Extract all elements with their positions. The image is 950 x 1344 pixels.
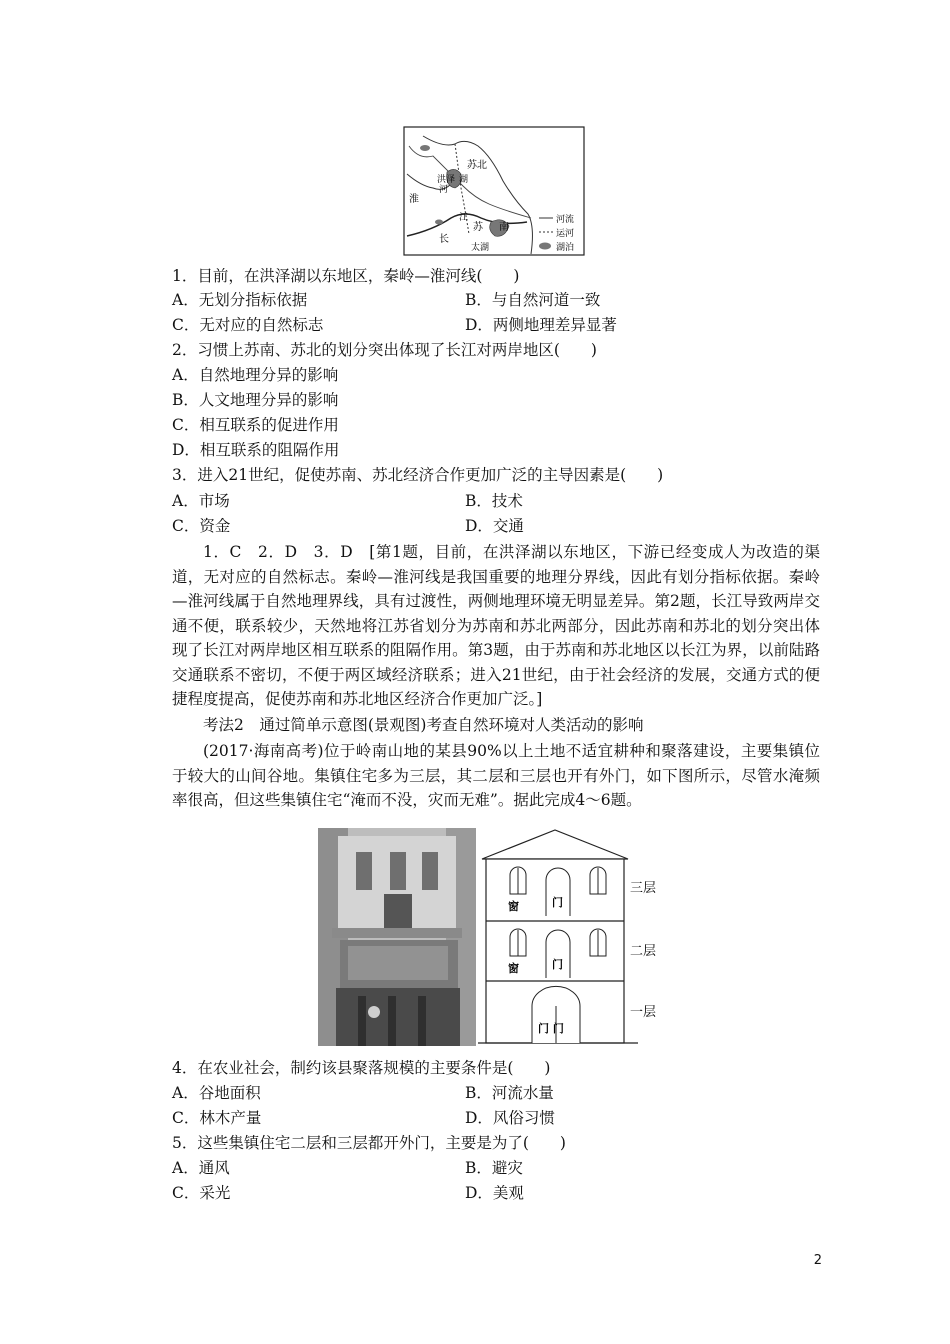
map-label-subei: 苏北: [467, 160, 487, 171]
map-label-su: 苏: [473, 222, 483, 233]
q5-option-a: A．通风: [172, 1159, 230, 1177]
window-label-3: 窗: [508, 900, 519, 913]
map-label-he: 河: [439, 185, 449, 195]
map-label-jiang: 江: [459, 213, 469, 223]
q3-option-c: C．资金: [172, 517, 231, 535]
q5-option-c: C．采光: [172, 1184, 231, 1202]
map-label-nan: 南: [499, 222, 509, 233]
floor-3-label: 三层: [630, 881, 657, 896]
intro-4-6: (2017·海南高考)位于岭南山地的某县90%以上土地不适宜耕种和聚落建设，主要集镇位于较大的山间谷地。集镇住宅多为三层，其二层和三层也开有外门，如下图所示，尽管水淹频率很高，但这些集镇住宅“淹而不没，灾而无难”。据此完成4～6题。: [172, 742, 820, 809]
q2-stem: 2．习惯上苏南、苏北的划分突出体现了长江对两岸地区( ): [172, 341, 597, 359]
door-label-1: 门 门: [538, 1022, 564, 1035]
q5-option-d: D．美观: [465, 1184, 524, 1202]
floor-1-label: 一层: [630, 1005, 657, 1020]
map-label-hu: 湖: [459, 175, 469, 185]
map-label-chang: 长: [439, 234, 449, 245]
q1-option-c: C．无对应的自然标志: [172, 316, 324, 334]
q5-stem: 5．这些集镇住宅二层和三层都开外门，主要是为了( ): [172, 1134, 566, 1152]
map-label-hongze: 洪泽: [437, 175, 456, 185]
q1-stem: 1．目前，在洪泽湖以东地区，秦岭—淮河线( ): [172, 267, 520, 285]
legend-river: 河流: [556, 215, 575, 225]
house-diagram: [478, 828, 668, 1048]
q3-option-d: D．交通: [465, 517, 524, 535]
q4-stem: 4．在农业社会，制约该县聚落规模的主要条件是( ): [172, 1059, 551, 1077]
q4-option-d: D．风俗习惯: [465, 1109, 555, 1127]
building-photo: [318, 828, 476, 1046]
door-label-2: 门: [552, 958, 563, 971]
q2-option-a: A．自然地理分异的影响: [172, 366, 339, 384]
q5-option-b: B．避灾: [465, 1159, 523, 1177]
map-label-huai: 淮: [409, 194, 419, 205]
q1-option-b: B．与自然河道一致: [465, 291, 601, 309]
method-2-heading: 考法2 通过简单示意图(景观图)考查自然环境对人类活动的影响: [203, 716, 644, 734]
jiangsu-map: [403, 126, 585, 256]
legend-lake: 湖泊: [556, 243, 575, 253]
q1-option-a: A．无划分指标依据: [172, 291, 308, 309]
q2-option-d: D．相互联系的阻隔作用: [172, 441, 340, 459]
q3-option-b: B．技术: [465, 492, 523, 510]
q4-option-c: C．林木产量: [172, 1109, 262, 1127]
q3-option-a: A．市场: [172, 492, 230, 510]
q3-stem: 3．进入21世纪，促使苏南、苏北经济合作更加广泛的主导因素是( ): [172, 466, 664, 484]
q1-option-d: D．两侧地理差异显著: [465, 316, 617, 334]
q2-option-c: C．相互联系的促进作用: [172, 416, 339, 434]
window-label-2: 窗: [508, 962, 519, 975]
door-label-3: 门: [552, 896, 563, 909]
q4-option-b: B．河流水量: [465, 1084, 554, 1102]
q4-option-a: A．谷地面积: [172, 1084, 261, 1102]
q2-option-b: B．人文地理分异的影响: [172, 391, 339, 409]
floor-2-label: 二层: [630, 944, 657, 959]
answer-1-3: 1．C 2．D 3．D [第1题，目前，在洪泽湖以东地区，下游已经变成人为改造的渠道，无对应的自然标志。秦岭—淮河线是我国重要的地理分界线，因此有划分指标依据。秦岭—淮河线属于自然地理界线，具有过渡性，两侧地理环境无明显差异。第2题，长江导致两岸交通不便，联系较少，天然地将江苏省划分为苏南和苏北两部分，因此苏南和苏北的划分突出体现了长江对两岸地区相互联系的阻隔作用。第3题，由于苏南和苏北地区以长江为界，以前陆路交通联系不密切，不便于两区域经济联系；进入21世纪，由于社会经济的发展，交通方式的便捷程度提高，促使苏南和苏北地区经济合作更加广泛。]: [172, 543, 820, 708]
page-number: 2: [813, 1253, 822, 1268]
legend-canal: 运河: [556, 229, 575, 239]
map-label-taihu: 太湖: [471, 243, 490, 253]
